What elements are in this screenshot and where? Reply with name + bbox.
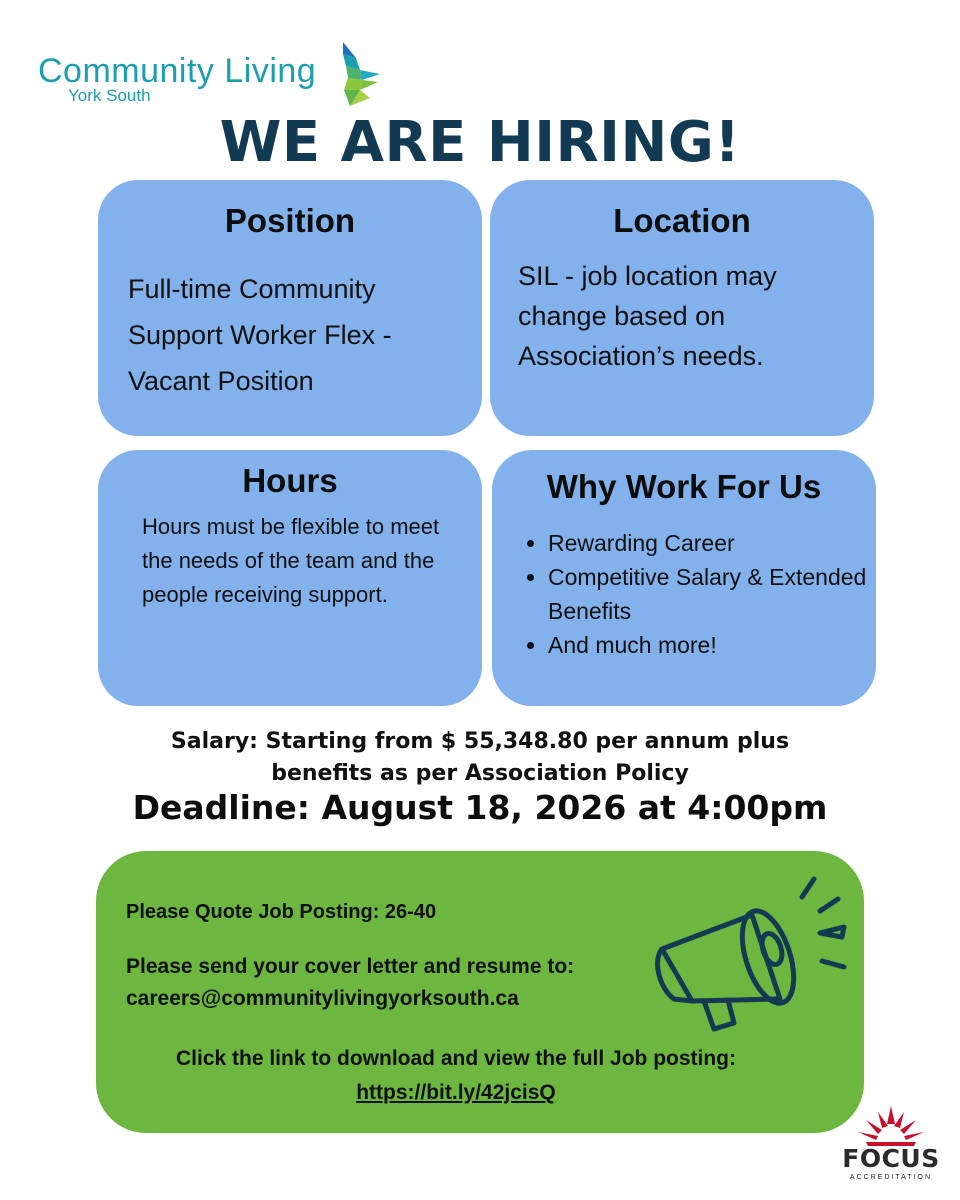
logo-subtitle: York South <box>68 86 151 105</box>
salary-line-1: Salary: Starting from $ 55,348.80 per annum plus <box>170 729 790 754</box>
megaphone-icon <box>652 861 852 1036</box>
focus-accreditation-badge <box>836 1104 946 1184</box>
logo-name: Community Living <box>38 52 317 90</box>
job-posting-quote: Please Quote Job Posting: 26-40 <box>126 901 437 923</box>
position-body: Full-time Community Support Worker Flex - Vacant Position <box>128 274 392 396</box>
hours-card <box>98 450 482 706</box>
location-card <box>490 180 874 436</box>
job-posting-link[interactable]: https://bit.ly/42jcisQ <box>356 1081 556 1104</box>
headline: WE ARE HIRING! <box>219 110 741 175</box>
benefits-list <box>528 526 876 662</box>
send-instructions <box>126 951 574 1015</box>
focus-word: FOCUS <box>842 1144 940 1173</box>
download-instructions: Click the link to download and view the full Job posting: <box>175 1047 737 1070</box>
location-body: SIL - job location may change based on Association’s needs. <box>518 261 777 371</box>
position-title: Position <box>224 202 356 239</box>
why-work-card <box>492 450 876 706</box>
hours-title: Hours <box>242 462 338 499</box>
maple-leaf-icon <box>836 1104 946 1148</box>
salary-line-2: benefits as per Association Policy <box>271 761 689 786</box>
list-item: • Competitive Salary & Extended Benefits <box>548 560 876 628</box>
list-item: • Rewarding Career <box>548 526 876 560</box>
send-line: Please send your cover letter and resume to: <box>126 955 575 978</box>
salary-info <box>0 726 960 790</box>
apply-panel <box>96 851 864 1133</box>
list-item: • And much more! <box>548 628 876 662</box>
community-living-logo-icon <box>298 40 388 108</box>
hours-body: Hours must be flexible to meet the needs of the team and the people receiving support. <box>142 514 440 607</box>
location-title: Location <box>613 202 751 239</box>
why-title: Why Work For Us <box>546 468 822 505</box>
position-card <box>98 180 482 436</box>
deadline: Deadline: August 18, 2026 at 4:00pm <box>132 788 828 827</box>
community-living-logo <box>38 40 358 110</box>
careers-email[interactable]: careers@communitylivingyorksouth.ca <box>126 987 519 1010</box>
focus-sub: ACCREDITATION <box>849 1174 933 1181</box>
